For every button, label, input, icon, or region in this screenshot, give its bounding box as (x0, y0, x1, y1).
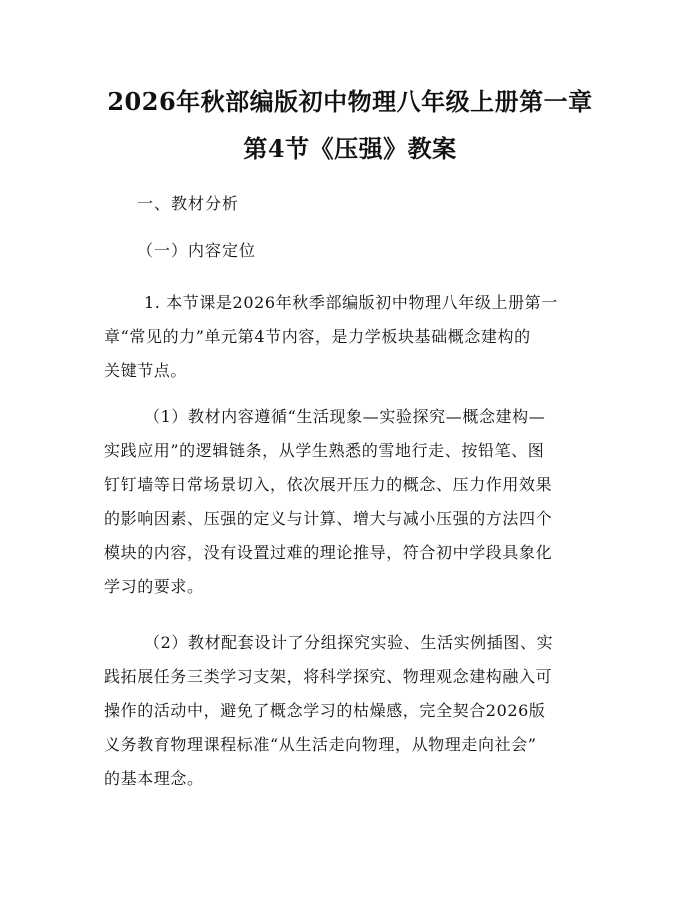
paragraph-2 (104, 400, 604, 604)
paragraph-line: 关键节点。 (104, 361, 188, 380)
paragraph-line: 践拓展任务三类学习支架，将科学探究、物理观念建构融入可 (104, 667, 553, 686)
subsection-heading-content-positioning: （一）内容定位 (137, 241, 257, 260)
paragraph-line: 义务教育物理课程标准“从生活走向物理，从物理走向社会” (104, 735, 537, 754)
paragraph-line: 章“常见的力”单元第4节内容，是力学板块基础概念建构的 (104, 327, 531, 346)
paragraph-line: 模块的内容，没有设置过难的理论推导，符合初中学段具象化 (104, 543, 553, 562)
paragraph-line: 的基本理念。 (104, 769, 204, 788)
paragraph-line: 的影响因素、压强的定义与计算、增大与减小压强的方法四个 (104, 509, 553, 528)
paragraph-line: 1. 本节课是2026年秋季部编版初中物理八年级上册第一 (144, 293, 558, 312)
paragraph-1 (104, 286, 604, 388)
document-title-line-2: 第4节《压强》教案 (243, 134, 457, 163)
paragraph-line: 实践应用”的逻辑链条，从学生熟悉的雪地行走、按铅笔、图 (104, 441, 545, 460)
paragraph-line: （2）教材配套设计了分组探究实验、生活实例插图、实 (144, 633, 554, 652)
paragraph-3 (104, 626, 604, 796)
section-heading-textbook-analysis: 一、教材分析 (137, 194, 240, 213)
paragraph-line: 学习的要求。 (104, 577, 204, 596)
document-title-line-1: 2026年秋部编版初中物理八年级上册第一章 (107, 87, 593, 116)
paragraph-line: 操作的活动中，避免了概念学习的枯燥感，完全契合2026版 (104, 701, 546, 720)
paragraph-line: （1）教材内容遵循“生活现象—实验探究—概念建构— (144, 407, 546, 426)
paragraph-line: 钉钉墙等日常场景切入，依次展开压力的概念、压力作用效果 (104, 475, 553, 494)
